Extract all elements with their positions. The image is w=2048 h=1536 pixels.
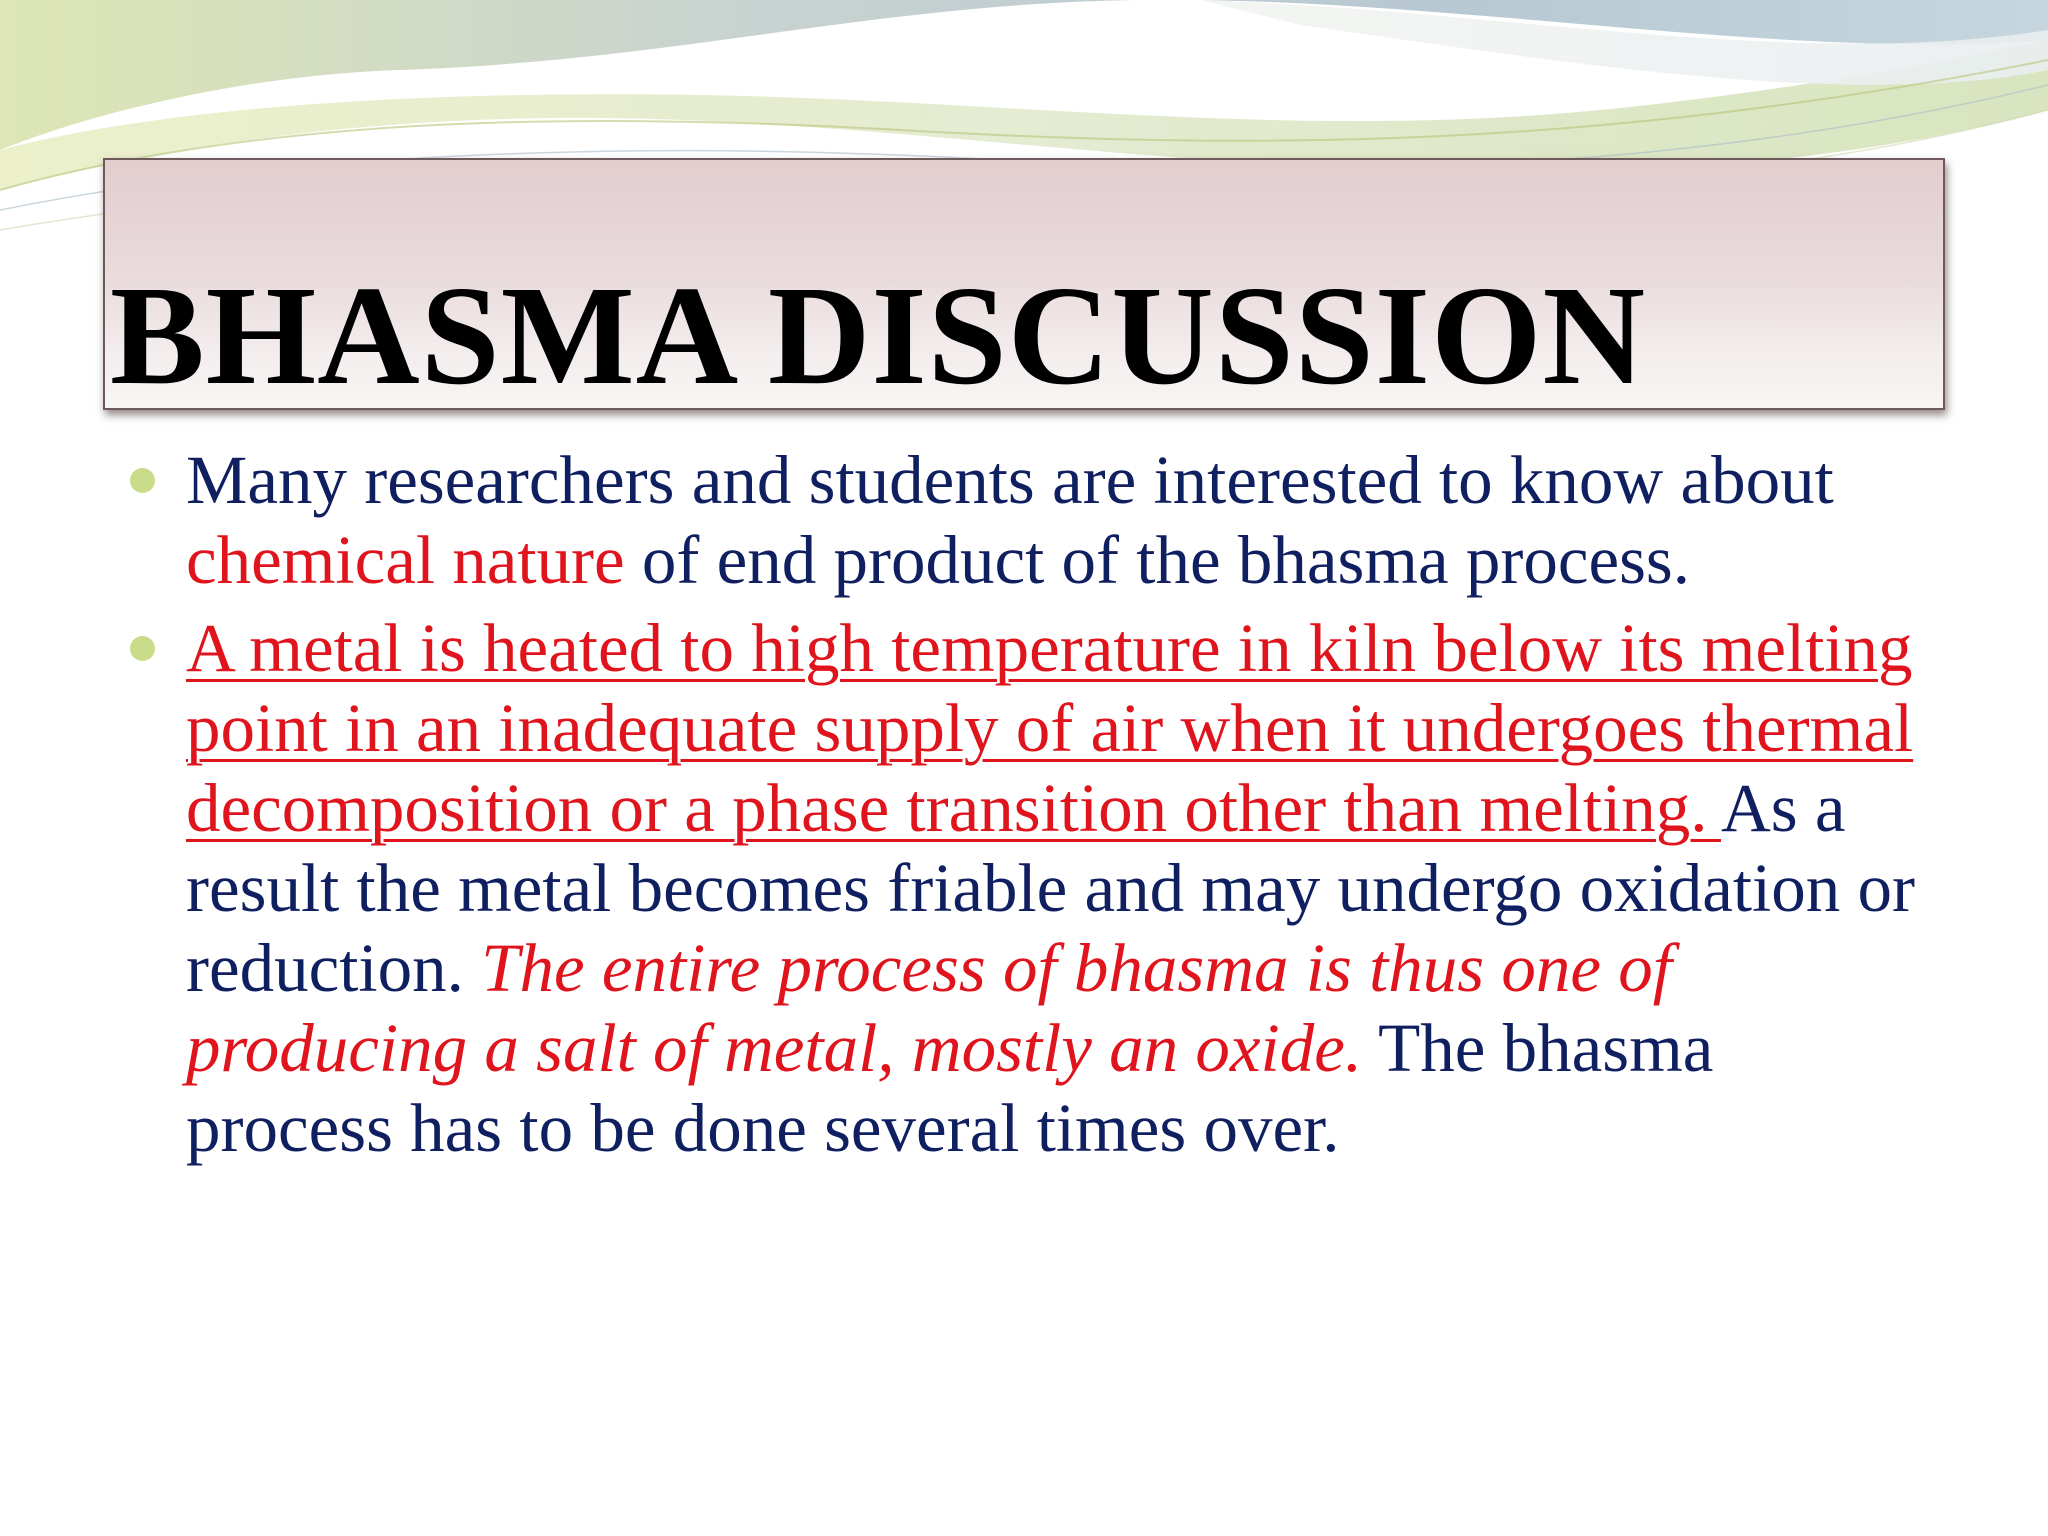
bullet-2-text-a: As a result the metal becomes friable and may undergo oxidation or reduction. [186, 770, 1915, 1006]
bullet-1-highlight: chemical nature [186, 522, 625, 598]
slide-body [130, 440, 1930, 1176]
bullet-2-underlined-text: A metal is heated to high temperature in kiln below its melting point in an inadequate supply of air when it undergoes thermal decomposition or a phase transition other than melting. [186, 610, 1914, 846]
bullet-item-2 [130, 608, 1930, 1168]
bullet-2-text-b: The bhasma process has to be done several times over. [186, 1010, 1714, 1166]
bullet-dot-icon [130, 636, 155, 661]
bullet-item-1 [130, 440, 1930, 600]
bullet-2-italic-text: The entire process of bhasma is thus one of producing a salt of metal, mostly an oxide. [186, 930, 1672, 1086]
bullet-1-text-a: Many researchers and students are interested to know about [186, 442, 1834, 518]
bullet-dot-icon [130, 468, 155, 493]
bullet-1-text-b: of end product of the bhasma process. [624, 522, 1691, 598]
title-banner [103, 158, 1945, 414]
slide-title: BHASMA DISCUSSION [110, 256, 1647, 414]
